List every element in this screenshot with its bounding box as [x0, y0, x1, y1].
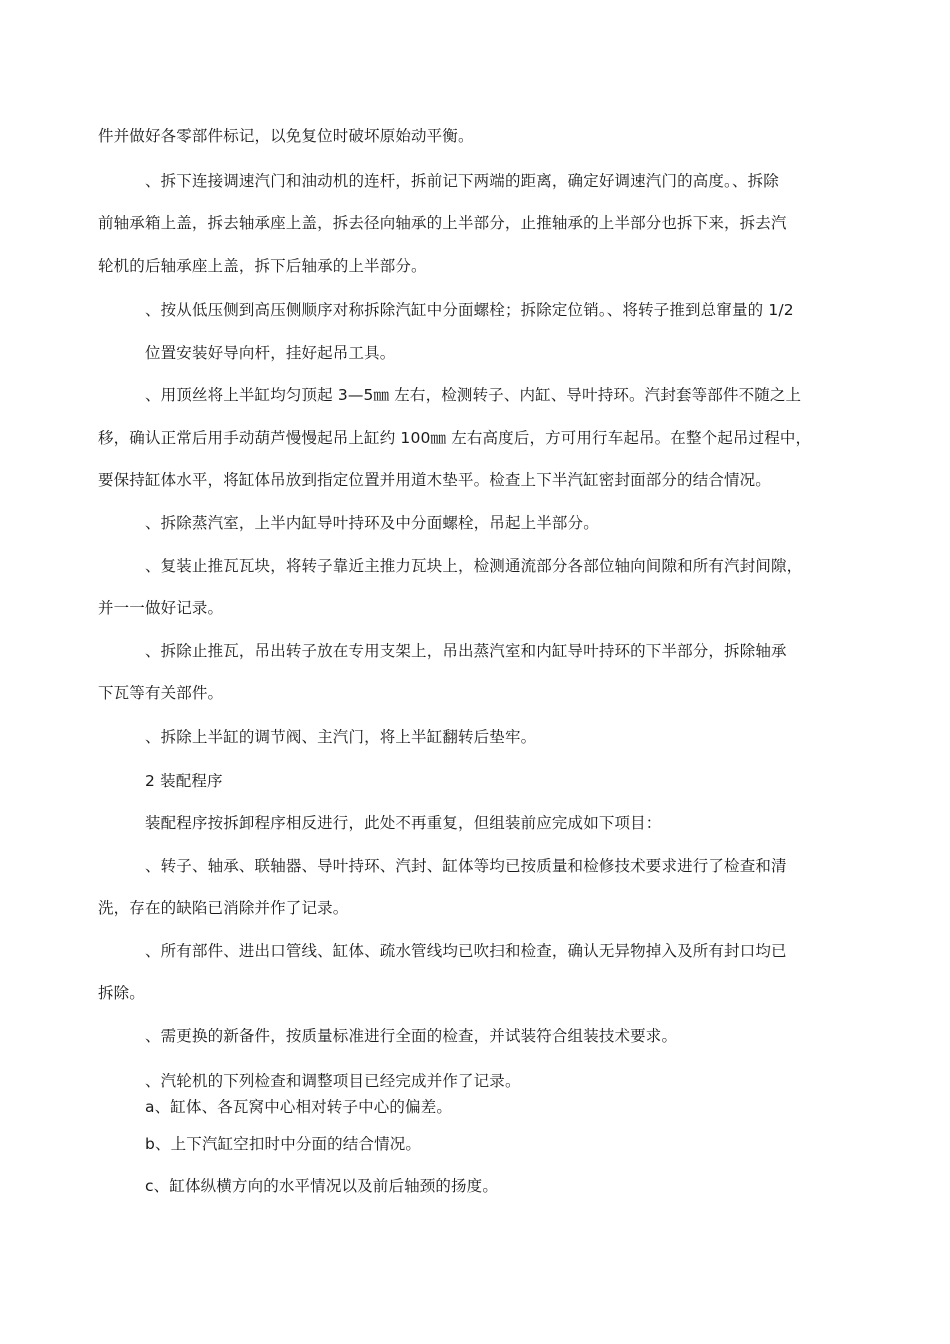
text-line: 件并做好各零部件标记，以免复位时破坏原始动平衡。: [98, 127, 474, 145]
list-item: c、缸体纵横方向的水平情况以及前后轴颈的扬度。: [145, 1177, 498, 1195]
text-line: 拆除。: [98, 984, 145, 1002]
text-line: 装配程序按拆卸程序相反进行，此处不再重复，但组装前应完成如下项目：: [145, 814, 662, 832]
text-line: 、转子、轴承、联轴器、导叶持环、汽封、缸体等均已按质量和检修技术要求进行了检查和清: [145, 857, 787, 875]
text-line: 位置安装好导向杆，挂好起吊工具。: [145, 344, 396, 362]
text-line: 前轴承箱上盖，拆去轴承座上盖，拆去径向轴承的上半部分，止推轴承的上半部分也拆下来，拆去汽: [98, 214, 787, 232]
text-line: 、用顶丝将上半缸均匀顶起 3—5㎜ 左右，检测转子、内缸、导叶持环。汽封套等部件不随之上: [145, 386, 802, 404]
text-line: 、需更换的新备件，按质量标准进行全面的检查，并试装符合组装技术要求。: [145, 1027, 678, 1045]
text-line: 、汽轮机的下列检查和调整项目已经完成并作了记录。: [145, 1072, 521, 1090]
text-line: 轮机的后轴承座上盖，拆下后轴承的上半部分。: [98, 257, 427, 275]
text-line: 并一一做好记录。: [98, 599, 224, 617]
text-line: 、拆除止推瓦，吊出转子放在专用支架上，吊出蒸汽室和内缸导叶持环的下半部分，拆除轴承: [145, 642, 787, 660]
text-line: 、拆除蒸汽室，上半内缸导叶持环及中分面螺栓，吊起上半部分。: [145, 514, 599, 532]
text-line: 下瓦等有关部件。: [98, 684, 224, 702]
text-line: 移，确认正常后用手动葫芦慢慢起吊上缸约 100㎜ 左右高度后，方可用行车起吊。在整个起吊过程中，: [98, 429, 812, 447]
text-line: 、按从低压侧到高压侧顺序对称拆除汽缸中分面螺栓；拆除定位销。、将转子推到总窜量的 1/2: [145, 301, 794, 319]
section-heading: 2 装配程序: [145, 772, 223, 790]
text-line: 洗，存在的缺陷已消除并作了记录。: [98, 899, 349, 917]
list-item: a、缸体、各瓦窝中心相对转子中心的偏差。: [145, 1098, 452, 1116]
text-line: 、复装止推瓦瓦块，将转子靠近主推力瓦块上，检测通流部分各部位轴向间隙和所有汽封间隙，: [145, 557, 803, 575]
text-line: 、拆除上半缸的调节阀、主汽门，将上半缸翻转后垫牢。: [145, 728, 537, 746]
list-item: b、上下汽缸空扣时中分面的结合情况。: [145, 1135, 422, 1153]
text-line: 、拆下连接调速汽门和油动机的连杆，拆前记下两端的距离，确定好调速汽门的高度。、拆除: [145, 172, 779, 190]
text-line: 、所有部件、进出口管线、缸体、疏水管线均已吹扫和检查，确认无异物掉入及所有封口均已: [145, 942, 787, 960]
text-line: 要保持缸体水平，将缸体吊放到指定位置并用道木垫平。检查上下半汽缸密封面部分的结合情况。: [98, 471, 771, 489]
